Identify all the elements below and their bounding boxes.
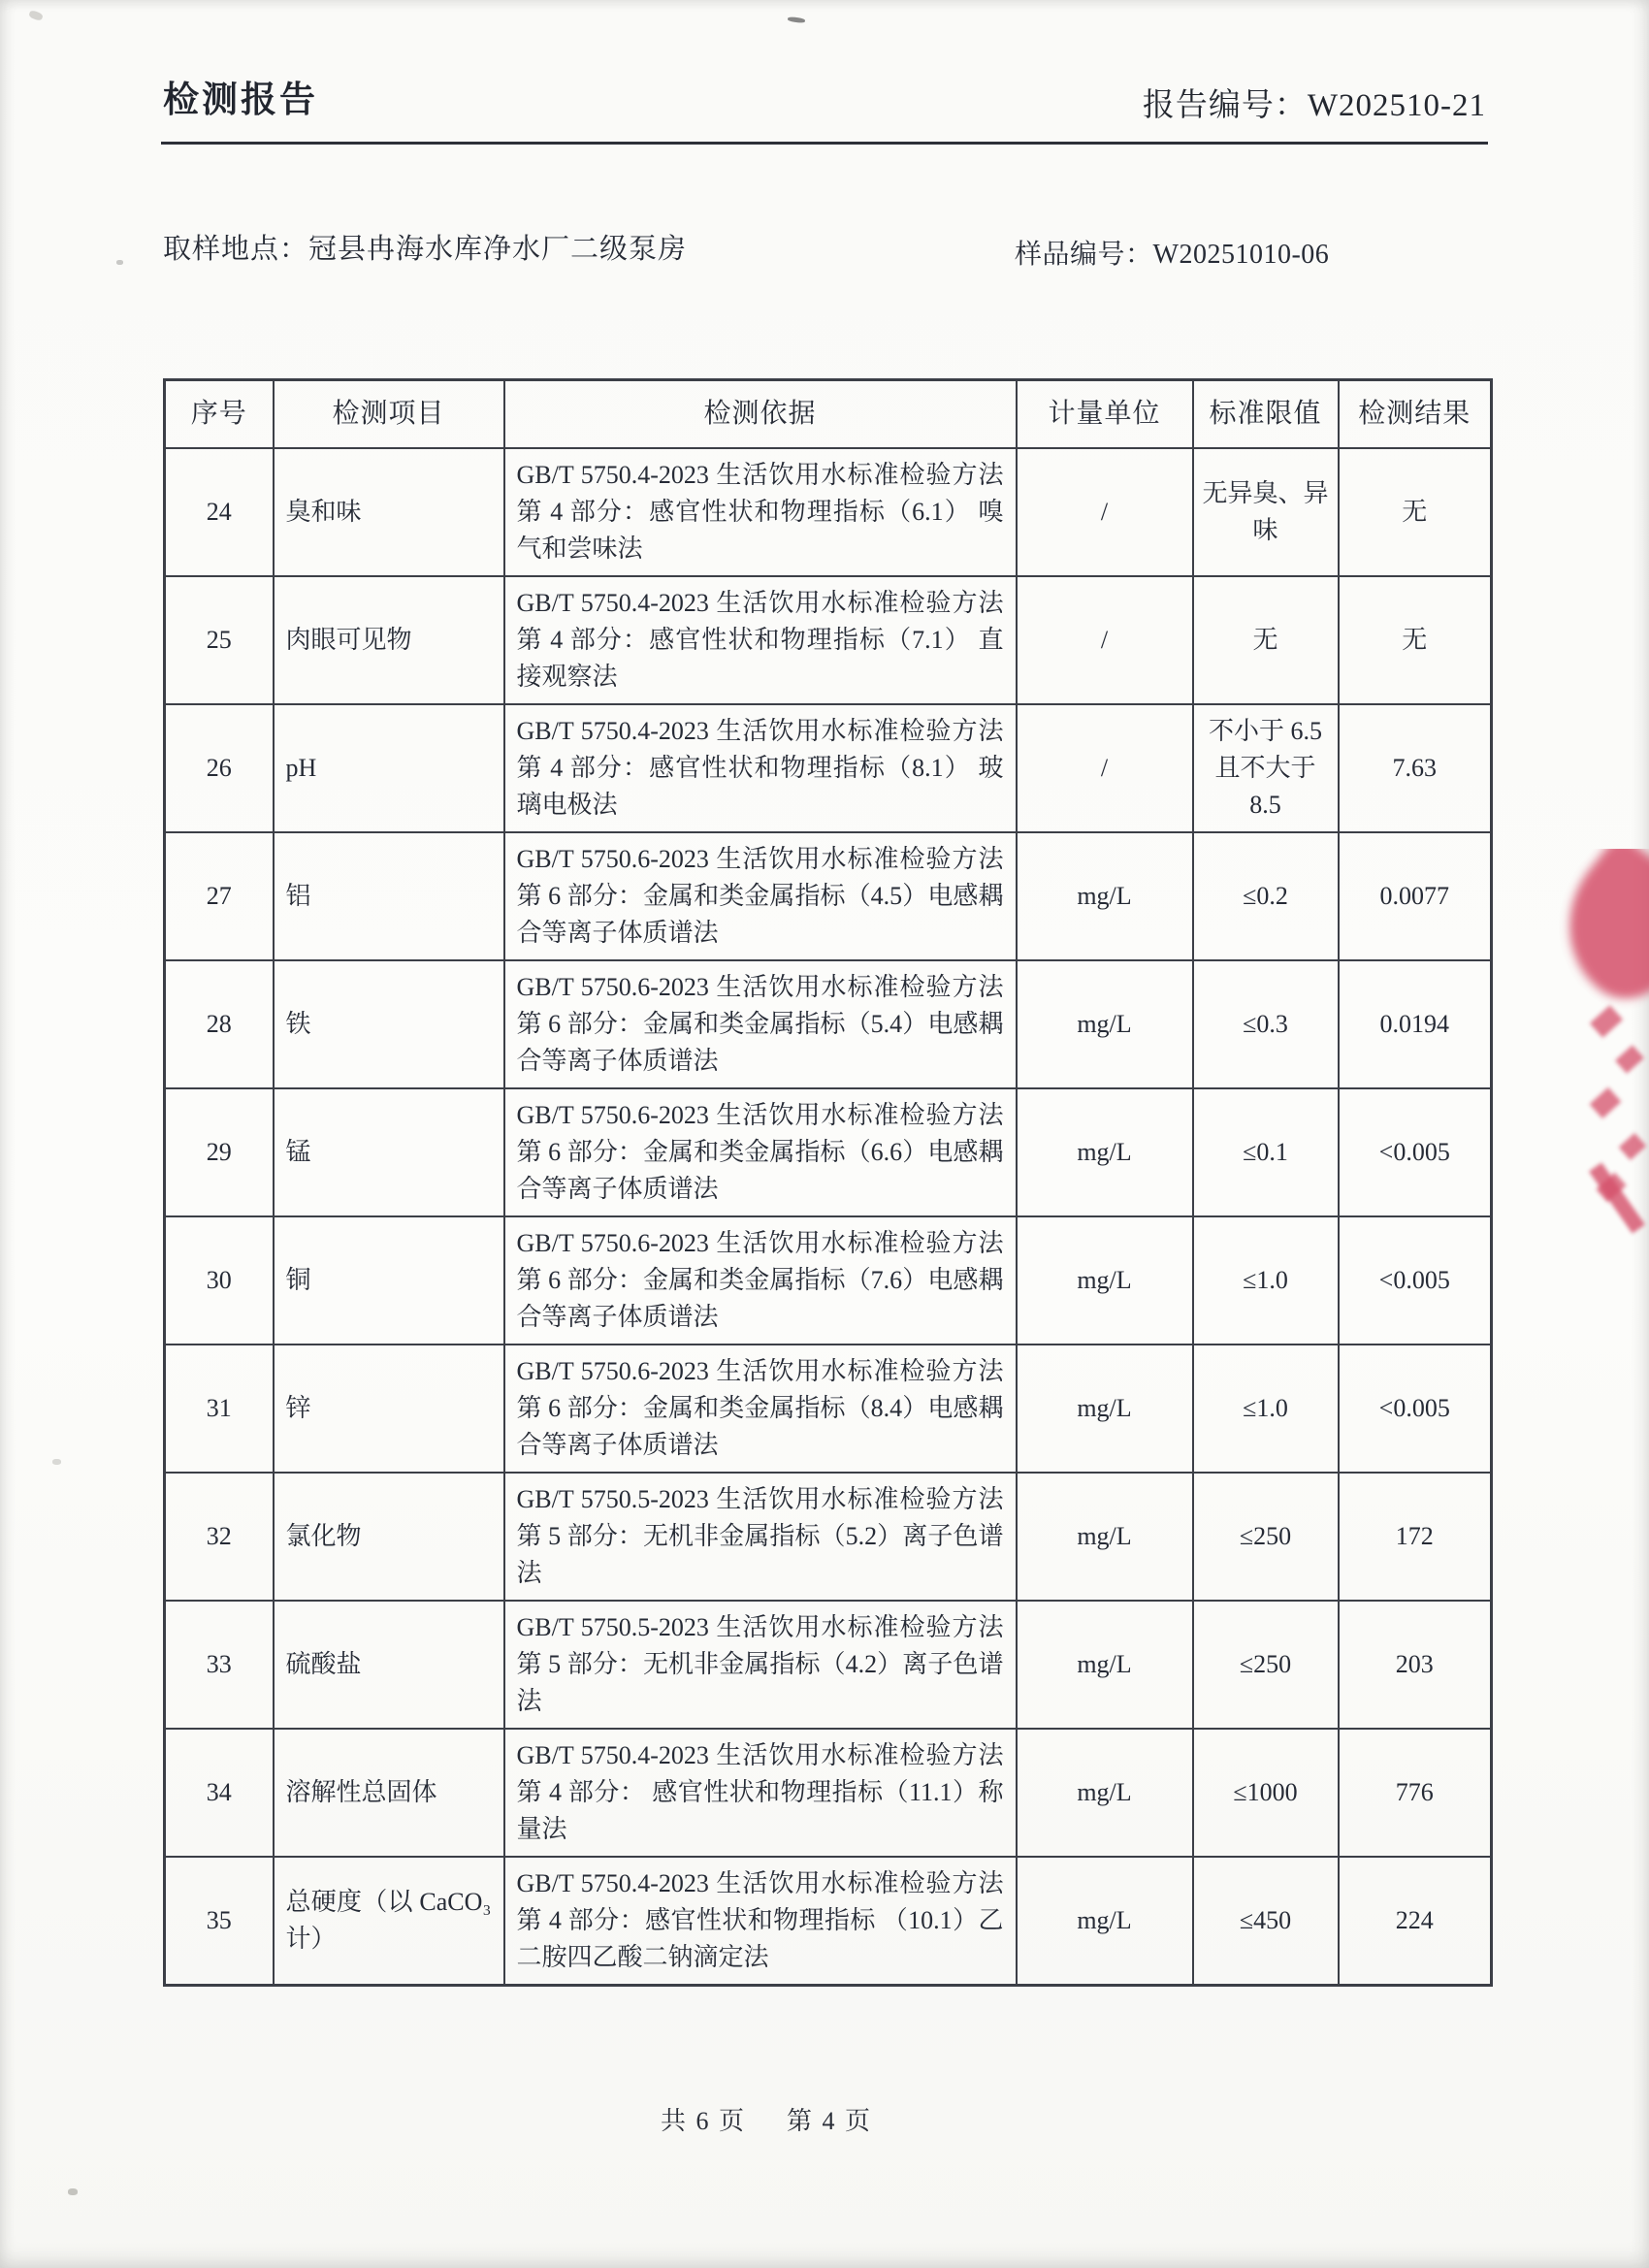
footer-total-pages: 共 6 页 [660,2107,746,2135]
sampling-location-value: 冠县冉海水库净水厂二级泵房 [308,234,688,265]
cell-test-item: 肉眼可见物 [274,576,504,704]
cell-test-basis: GB/T 5750.4-2023 生活饮用水标准检验方法 第 4 部分：感官性状和物理指标（8.1） 玻璃电极法 [504,704,1017,832]
table-row [165,1857,1492,1986]
cell-unit: / [1017,576,1193,704]
cell-result: <0.005 [1339,1216,1492,1345]
cell-index: 34 [165,1729,274,1857]
table-body [165,448,1492,1986]
cell-standard-limit: ≤0.3 [1193,960,1339,1088]
sampling-location [163,227,687,267]
red-stamp-mark [1590,1005,1623,1038]
cell-index: 33 [165,1601,274,1729]
cell-unit: / [1017,448,1193,576]
cell-test-basis: GB/T 5750.5-2023 生活饮用水标准检验方法 第 5 部分：无机非金属指标（5.2）离子色谱法 [504,1473,1017,1601]
cell-index: 25 [165,576,274,704]
cell-result: 224 [1339,1857,1492,1986]
cell-test-item: 铜 [274,1216,504,1345]
cell-unit: mg/L [1017,1473,1193,1601]
cell-standard-limit: ≤0.1 [1193,1088,1339,1216]
cell-index: 24 [165,448,274,576]
cell-unit: / [1017,704,1193,832]
cell-test-item: 臭和味 [274,448,504,576]
cell-test-item: 硫酸盐 [274,1601,504,1729]
column-header: 计量单位 [1017,380,1193,449]
cell-test-basis: GB/T 5750.4-2023 生活饮用水标准检验方法 第 4 部分：感官性状和物理指标（6.1） 嗅气和尝味法 [504,448,1017,576]
cell-result: 0.0194 [1339,960,1492,1088]
table-row [165,1345,1492,1473]
cell-index: 30 [165,1216,274,1345]
cell-index: 35 [165,1857,274,1986]
cell-test-item: 总硬度（以 CaCO₃ 计） [274,1857,504,1986]
table-header-row [165,380,1492,449]
page-title: 检测报告 [163,81,318,120]
cell-test-basis: GB/T 5750.4-2023 生活饮用水标准检验方法 第 4 部分： 感官性状和物理指标（11.1）称量法 [504,1729,1017,1857]
table-row [165,1601,1492,1729]
cell-unit: mg/L [1017,832,1193,960]
cell-standard-limit: 无 [1193,576,1339,704]
table-row [165,832,1492,960]
cell-index: 27 [165,832,274,960]
footer-current-page: 第 4 页 [787,2107,873,2135]
scan-speck [68,2188,78,2195]
table-row [165,448,1492,576]
results-table [163,378,1493,1987]
cell-index: 28 [165,960,274,1088]
cell-index: 26 [165,704,274,832]
red-stamp-mark [1615,1045,1644,1073]
cell-test-basis: GB/T 5750.6-2023 生活饮用水标准检验方法 第 6 部分：金属和类金属指标（7.6）电感耦合等离子体质谱法 [504,1216,1017,1345]
cell-standard-limit: ≤1.0 [1193,1216,1339,1345]
table-row [165,960,1492,1088]
cell-standard-limit: ≤0.2 [1193,832,1339,960]
cell-test-item: 铁 [274,960,504,1088]
cell-result: 172 [1339,1473,1492,1601]
cell-standard-limit: 不小于 6.5 且不大于 8.5 [1193,704,1339,832]
cell-unit: mg/L [1017,1729,1193,1857]
column-header: 检测结果 [1339,380,1492,449]
cell-unit: mg/L [1017,1601,1193,1729]
cell-test-basis: GB/T 5750.4-2023 生活饮用水标准检验方法 第 4 部分：感官性状和物理指标（7.1） 直接观察法 [504,576,1017,704]
table-row [165,1473,1492,1601]
cell-unit: mg/L [1017,1857,1193,1986]
cell-test-basis: GB/T 5750.5-2023 生活饮用水标准检验方法 第 5 部分：无机非金属指标（4.2）离子色谱法 [504,1601,1017,1729]
table-row [165,1729,1492,1857]
cell-result: 无 [1339,576,1492,704]
report-number [1143,80,1486,125]
column-header: 序号 [165,380,274,449]
scan-speck [788,16,805,23]
page-footer [0,2101,1591,2137]
cell-index: 29 [165,1088,274,1216]
cell-index: 32 [165,1473,274,1601]
cell-unit: mg/L [1017,1345,1193,1473]
red-stamp-blob [1536,849,1649,1017]
cell-test-item: pH [274,704,504,832]
cell-result: 0.0077 [1339,832,1492,960]
cell-test-basis: GB/T 5750.4-2023 生活饮用水标准检验方法 第 4 部分：感官性状和物理指标 （10.1）乙二胺四乙酸二钠滴定法 [504,1857,1017,1986]
cell-result: 无 [1339,448,1492,576]
cell-test-basis: GB/T 5750.6-2023 生活饮用水标准检验方法 第 6 部分：金属和类金属指标（5.4）电感耦合等离子体质谱法 [504,960,1017,1088]
sample-number [1015,233,1329,272]
column-header: 检测项目 [274,380,504,449]
cell-unit: mg/L [1017,960,1193,1088]
scan-speck [116,260,123,265]
cell-standard-limit: ≤250 [1193,1601,1339,1729]
report-number-value: W202510-21 [1307,88,1486,123]
cell-result: <0.005 [1339,1088,1492,1216]
cell-test-item: 锌 [274,1345,504,1473]
table-row [165,1216,1492,1345]
cell-standard-limit: ≤250 [1193,1473,1339,1601]
sample-number-label: 样品编号： [1015,240,1153,270]
cell-standard-limit: ≤1000 [1193,1729,1339,1857]
red-stamp-mark [1589,1162,1645,1233]
table-row [165,1088,1492,1216]
red-stamp-mark [1596,1173,1626,1203]
scan-speck [28,10,44,21]
cell-standard-limit: ≤1.0 [1193,1345,1339,1473]
column-header: 标准限值 [1193,380,1339,449]
column-header: 检测依据 [504,380,1017,449]
cell-index: 31 [165,1345,274,1473]
cell-standard-limit: 无异臭、异味 [1193,448,1339,576]
cell-test-basis: GB/T 5750.6-2023 生活饮用水标准检验方法 第 6 部分：金属和类金属指标（8.4）电感耦合等离子体质谱法 [504,1345,1017,1473]
cell-test-basis: GB/T 5750.6-2023 生活饮用水标准检验方法 第 6 部分：金属和类金属指标（4.5）电感耦合等离子体质谱法 [504,832,1017,960]
sampling-location-label: 取样地点： [163,234,309,265]
cell-result: <0.005 [1339,1345,1492,1473]
red-stamp-mark [1590,1087,1622,1118]
cell-test-item: 氯化物 [274,1473,504,1601]
report-number-label: 报告编号： [1142,88,1308,123]
cell-result: 776 [1339,1729,1492,1857]
table-row [165,704,1492,832]
red-stamp [1535,849,1649,1237]
cell-test-item: 铝 [274,832,504,960]
cell-test-item: 溶解性总固体 [274,1729,504,1857]
cell-test-item: 锰 [274,1088,504,1216]
cell-unit: mg/L [1017,1216,1193,1345]
red-stamp-mark [1619,1133,1646,1160]
cell-standard-limit: ≤450 [1193,1857,1339,1986]
cell-test-basis: GB/T 5750.6-2023 生活饮用水标准检验方法 第 6 部分：金属和类金属指标（6.6）电感耦合等离子体质谱法 [504,1088,1017,1216]
scan-speck [52,1459,61,1465]
cell-result: 203 [1339,1601,1492,1729]
header-divider [161,142,1488,145]
cell-unit: mg/L [1017,1088,1193,1216]
table-row [165,576,1492,704]
cell-result: 7.63 [1339,704,1492,832]
sample-number-value: W20251010-06 [1152,240,1330,270]
